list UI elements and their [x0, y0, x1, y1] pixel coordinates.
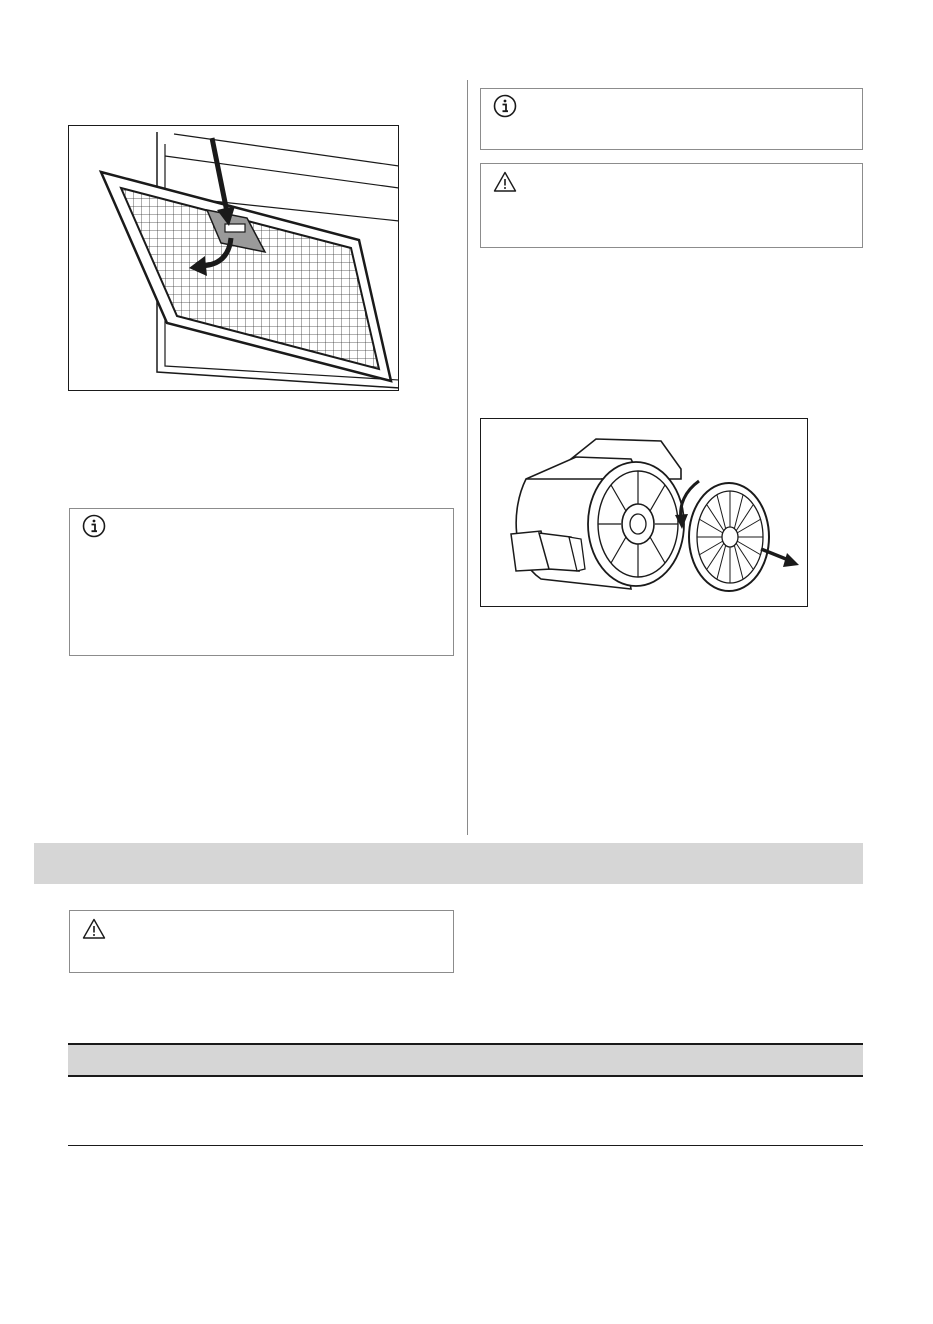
- warning-triangle-icon: [493, 170, 517, 194]
- charcoal-filter-illustration: [480, 418, 808, 607]
- table-header: [68, 1043, 863, 1077]
- grease-filter-illustration: [68, 125, 399, 391]
- warning-triangle-icon: [82, 917, 106, 941]
- table-header-cell: [68, 1045, 595, 1075]
- info-circle-icon: [82, 514, 106, 538]
- section-header-bar: [34, 843, 863, 884]
- info-circle-icon: [493, 94, 517, 118]
- info-notice-right: [480, 88, 863, 150]
- table-cell: [595, 1077, 863, 1145]
- warning-notice-bottom: [69, 910, 454, 973]
- grease-filter-drawing: [69, 126, 399, 391]
- table-cell: [68, 1077, 595, 1145]
- info-notice-left: [69, 508, 454, 656]
- warning-notice-right: [480, 163, 863, 248]
- column-divider: [467, 80, 468, 835]
- table-row: [68, 1077, 863, 1146]
- charcoal-filter-drawing: [481, 419, 808, 607]
- table-header-cell: [595, 1045, 863, 1075]
